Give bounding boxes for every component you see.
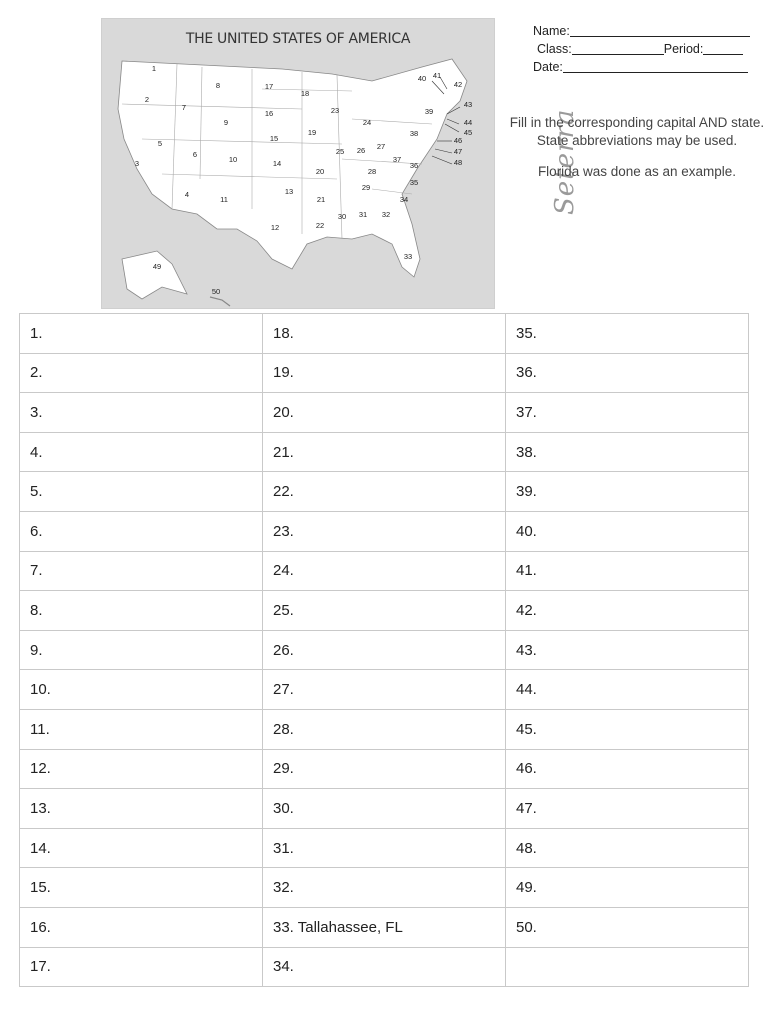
map-state-number: 13 — [284, 187, 294, 196]
answer-cell[interactable]: 13. — [20, 789, 263, 829]
answer-cell[interactable]: 9. — [20, 630, 263, 670]
answer-cell[interactable]: 46. — [506, 749, 749, 789]
answer-cell[interactable]: 49. — [506, 868, 749, 908]
map-state-number: 12 — [270, 223, 280, 232]
map-state-number: 30 — [337, 212, 347, 221]
answer-cell[interactable]: 3. — [20, 393, 263, 433]
answer-cell[interactable]: 41. — [506, 551, 749, 591]
table-row — [20, 789, 749, 829]
answer-cell[interactable]: 19. — [263, 353, 506, 393]
answer-table — [19, 313, 749, 987]
instructions — [508, 114, 766, 194]
answer-cell[interactable]: 6. — [20, 511, 263, 551]
map-state-number: 26 — [356, 146, 366, 155]
answer-cell[interactable]: 4. — [20, 432, 263, 472]
answer-cell[interactable]: 17. — [20, 947, 263, 987]
name-field[interactable] — [533, 22, 750, 40]
map-state-number: 38 — [409, 129, 419, 138]
map-state-number: 4 — [184, 190, 190, 199]
answer-cell[interactable]: 48. — [506, 828, 749, 868]
map-state-number: 17 — [264, 82, 274, 91]
map-state-number: 15 — [269, 134, 279, 143]
map-state-number: 41 — [432, 71, 442, 80]
instructions-line-1: Fill in the corresponding capital AND state. State abbreviations may be used. — [509, 115, 765, 148]
answer-cell[interactable]: 5. — [20, 472, 263, 512]
table-row — [20, 353, 749, 393]
map-state-number: 48 — [453, 158, 463, 167]
answer-cell[interactable]: 2. — [20, 353, 263, 393]
table-row — [20, 551, 749, 591]
answer-cell[interactable]: 18. — [263, 314, 506, 354]
map-state-number: 39 — [424, 107, 434, 116]
answer-cell[interactable]: 31. — [263, 828, 506, 868]
answer-cell[interactable]: 43. — [506, 630, 749, 670]
answer-cell[interactable]: 33. Tallahassee, FL — [263, 907, 506, 947]
map-state-number: 8 — [215, 81, 221, 90]
name-label: Name: — [533, 24, 570, 38]
map-state-number: 33 — [403, 252, 413, 261]
answer-cell[interactable]: 37. — [506, 393, 749, 433]
answer-cell[interactable]: 28. — [263, 709, 506, 749]
map-state-number: 23 — [330, 106, 340, 115]
table-row — [20, 591, 749, 631]
answer-cell[interactable] — [506, 947, 749, 987]
answer-cell[interactable]: 7. — [20, 551, 263, 591]
answer-cell[interactable]: 47. — [506, 789, 749, 829]
map-state-number: 1 — [151, 64, 157, 73]
answer-cell[interactable]: 14. — [20, 828, 263, 868]
answer-cell[interactable]: 12. — [20, 749, 263, 789]
answer-cell[interactable]: 20. — [263, 393, 506, 433]
map-state-number: 46 — [453, 136, 463, 145]
answer-cell[interactable]: 29. — [263, 749, 506, 789]
seterra-watermark: Seterra — [550, 108, 580, 215]
answer-cell[interactable]: 42. — [506, 591, 749, 631]
map-state-number: 45 — [463, 128, 473, 137]
map-state-number: 27 — [376, 142, 386, 151]
table-row — [20, 511, 749, 551]
table-row — [20, 314, 749, 354]
map-state-number: 22 — [315, 221, 325, 230]
answer-cell[interactable]: 40. — [506, 511, 749, 551]
table-row — [20, 670, 749, 710]
map-state-number: 14 — [272, 159, 282, 168]
map-state-number: 16 — [264, 109, 274, 118]
answer-cell[interactable]: 1. — [20, 314, 263, 354]
class-field[interactable] — [533, 40, 750, 58]
map-title: THE UNITED STATES OF AMERICA — [185, 31, 411, 47]
answer-cell[interactable]: 50. — [506, 907, 749, 947]
answer-cell[interactable]: 21. — [263, 432, 506, 472]
map-state-number: 37 — [392, 155, 402, 164]
map-state-number: 19 — [307, 128, 317, 137]
answer-cell[interactable]: 45. — [506, 709, 749, 749]
map-state-number: 28 — [367, 167, 377, 176]
map-state-number: 7 — [181, 103, 187, 112]
table-row — [20, 393, 749, 433]
map-state-number: 49 — [152, 262, 162, 271]
answer-cell[interactable]: 22. — [263, 472, 506, 512]
table-row — [20, 709, 749, 749]
answer-cell[interactable]: 8. — [20, 591, 263, 631]
answer-cell[interactable]: 35. — [506, 314, 749, 354]
answer-cell[interactable]: 27. — [263, 670, 506, 710]
map-state-number: 6 — [192, 150, 198, 159]
table-row — [20, 432, 749, 472]
answer-cell[interactable]: 26. — [263, 630, 506, 670]
map-state-number: 35 — [409, 178, 419, 187]
map-state-number: 18 — [300, 89, 310, 98]
map-state-number: 5 — [157, 139, 163, 148]
map-state-number: 9 — [223, 118, 229, 127]
map-state-number: 20 — [315, 167, 325, 176]
map-state-number: 42 — [453, 80, 463, 89]
map-state-number: 24 — [362, 118, 372, 127]
answer-cell[interactable]: 34. — [263, 947, 506, 987]
answer-cell[interactable]: 39. — [506, 472, 749, 512]
answer-cell[interactable]: 24. — [263, 551, 506, 591]
table-row — [20, 868, 749, 908]
map-state-number: 3 — [134, 159, 140, 168]
map-state-number: 43 — [463, 100, 473, 109]
map-state-number: 21 — [316, 195, 326, 204]
answer-cell[interactable]: 15. — [20, 868, 263, 908]
table-row — [20, 630, 749, 670]
table-row — [20, 828, 749, 868]
instructions-line-2: Florida was done as an example. — [537, 164, 737, 179]
map-state-number: 34 — [399, 195, 409, 204]
date-label: Date: — [533, 60, 563, 74]
student-info — [533, 22, 750, 76]
map-state-number: 2 — [144, 95, 150, 104]
map-state-number: 11 — [220, 195, 228, 204]
date-field[interactable] — [533, 58, 750, 76]
answer-cell[interactable]: 38. — [506, 432, 749, 472]
answer-cell[interactable]: 10. — [20, 670, 263, 710]
map-state-number: 31 — [358, 210, 368, 219]
map-state-number: 50 — [211, 287, 221, 296]
table-row — [20, 907, 749, 947]
map-drawing — [102, 19, 494, 308]
table-row — [20, 472, 749, 512]
period-label: Period: — [663, 42, 704, 56]
table-row — [20, 947, 749, 987]
map-state-number: 10 — [228, 155, 238, 164]
answer-cell[interactable]: 25. — [263, 591, 506, 631]
map-state-number: 32 — [381, 210, 391, 219]
answer-cell[interactable]: 11. — [20, 709, 263, 749]
class-label: Class: — [537, 42, 572, 56]
answer-cell[interactable]: 44. — [506, 670, 749, 710]
map-state-number: 44 — [463, 118, 473, 127]
map-state-number: 25 — [335, 147, 345, 156]
map-state-number: 40 — [417, 74, 427, 83]
answer-cell[interactable]: 30. — [263, 789, 506, 829]
map-state-number: 36 — [409, 161, 419, 170]
answer-cell[interactable]: 36. — [506, 353, 749, 393]
answer-cell[interactable]: 32. — [263, 868, 506, 908]
answer-cell[interactable]: 23. — [263, 511, 506, 551]
table-row — [20, 749, 749, 789]
map-state-number: 47 — [453, 147, 463, 156]
answer-cell[interactable]: 16. — [20, 907, 263, 947]
map-state-number: 29 — [361, 183, 371, 192]
